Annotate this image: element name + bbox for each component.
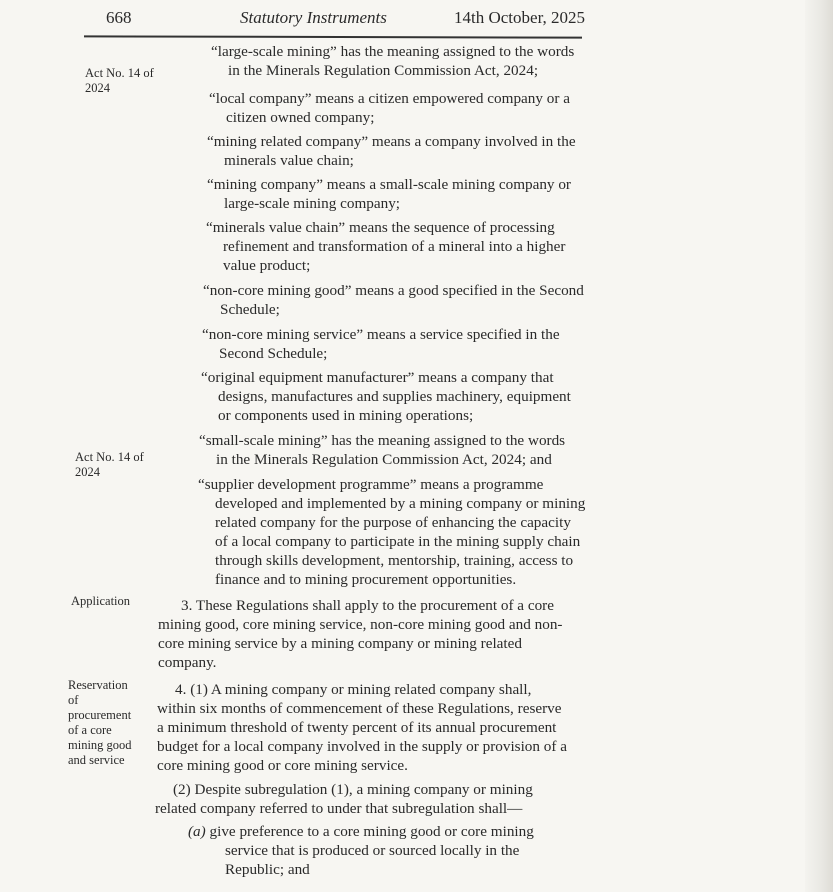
definition-line: of a local company to participate in the mining supply chain: [215, 533, 581, 550]
definition-line: through skills development, mentorship, training, access to: [215, 552, 574, 569]
definition-small-scale-mining: [199, 431, 565, 469]
definition-line: “local company” means a citizen empowered company or a: [209, 90, 570, 107]
paragraph-line: a minimum threshold of twenty percent of its annual procurement: [157, 719, 557, 736]
paragraph-line: budget for a local company involved in the supply or provision of a: [157, 738, 567, 755]
definition-line: minerals value chain;: [224, 152, 354, 169]
item-label: (a): [188, 823, 206, 840]
gazette-date: 14th October, 2025: [454, 8, 586, 27]
definition-line: large-scale mining company;: [224, 195, 401, 212]
paragraph-line: related company referred to under that subregulation shall—: [155, 800, 523, 817]
definition-line: “large-scale mining” has the meaning assigned to the words: [211, 43, 575, 60]
regulation-4-item-a: [188, 822, 534, 879]
margin-note-line: 2024: [75, 465, 100, 479]
margin-note-act-ref: [85, 66, 154, 96]
margin-note-line: Act No. 14 of: [85, 66, 154, 80]
definition-mining-related-company: [207, 132, 576, 170]
page-edge-shadow: [805, 0, 833, 892]
paragraph-line: company.: [158, 654, 217, 671]
definition-local-company: [209, 89, 570, 127]
definition-non-core-mining-good: [203, 281, 584, 319]
margin-note-line: mining good: [68, 738, 132, 752]
regulation-4-subregulation-1: [157, 680, 567, 775]
definition-line: “non-core mining service” means a service specified in the: [202, 326, 560, 343]
margin-note-reservation: [68, 678, 132, 768]
definition-line: “small-scale mining” has the meaning assigned to the words: [199, 432, 566, 449]
definition-non-core-mining-service: [202, 325, 560, 363]
margin-note-line: 2024: [85, 81, 110, 95]
definition-line: designs, manufactures and supplies machinery, equipment: [218, 388, 571, 405]
definition-mining-company: [207, 175, 571, 213]
definition-line: “mining related company” means a company involved in the: [207, 133, 576, 150]
paragraph-line: give preference to a core mining good or core mining: [209, 823, 534, 840]
margin-note-line: Reservation: [68, 678, 128, 692]
paragraph-line: (2) Despite subregulation (1), a mining company or mining: [173, 781, 533, 798]
definition-line: “original equipment manufacturer” means a company that: [201, 369, 554, 386]
definition-line: “minerals value chain” means the sequence of processing: [206, 219, 555, 236]
margin-note-line: of a core: [68, 723, 112, 737]
header-rule: [84, 35, 582, 38]
paragraph-line: within six months of commencement of these Regulations, reserve: [157, 700, 562, 717]
paragraph-line: Republic; and: [225, 861, 310, 878]
definition-line: Schedule;: [220, 301, 280, 318]
margin-note-line: and service: [68, 753, 125, 767]
definition-minerals-value-chain: [206, 218, 565, 275]
definition-original-equipment-manufacturer: [201, 368, 571, 425]
regulation-4-subregulation-2: [155, 780, 533, 818]
definition-large-scale-mining: [211, 42, 574, 80]
margin-note-line: Act No. 14 of: [75, 450, 144, 464]
margin-note-line: procurement: [68, 708, 132, 722]
page-number: 668: [106, 8, 132, 27]
definition-line: developed and implemented by a mining company or mining: [215, 495, 586, 512]
definition-line: “non-core mining good” means a good specified in the Second: [203, 282, 584, 299]
regulation-3: [158, 596, 563, 672]
definition-line: in the Minerals Regulation Commission Act, 2024; and: [216, 451, 552, 468]
definition-line: in the Minerals Regulation Commission Act, 2024;: [228, 62, 539, 79]
definition-line: related company for the purpose of enhancing the capacity: [215, 514, 571, 531]
definition-line: Second Schedule;: [219, 345, 328, 362]
running-title: Statutory Instruments: [240, 8, 387, 27]
paragraph-line: core mining service by a mining company or mining related: [158, 635, 522, 652]
margin-note-act-ref: [75, 450, 144, 480]
definition-line: “supplier development programme” means a programme: [198, 476, 544, 493]
definition-line: citizen owned company;: [226, 109, 375, 126]
definition-line: “mining company” means a small-scale mining company or: [207, 176, 571, 193]
margin-note-application: Application: [71, 594, 131, 608]
definition-supplier-development-programme: [198, 475, 585, 589]
definition-line: finance and to mining procurement opportunities.: [215, 571, 517, 588]
paragraph-line: core mining good or core mining service.: [157, 757, 408, 774]
definition-line: value product;: [223, 257, 311, 274]
definition-line: or components used in mining operations;: [218, 407, 474, 424]
paragraph-line: 3. These Regulations shall apply to the procurement of a core: [181, 597, 554, 614]
definition-line: refinement and transformation of a mineral into a higher: [223, 238, 566, 255]
paragraph-line: service that is produced or sourced locally in the: [225, 842, 520, 859]
paragraph-line: mining good, core mining service, non-core mining good and non-: [158, 616, 563, 633]
paragraph-line: 4. (1) A mining company or mining related company shall,: [175, 681, 532, 698]
margin-note-line: of: [68, 693, 79, 707]
